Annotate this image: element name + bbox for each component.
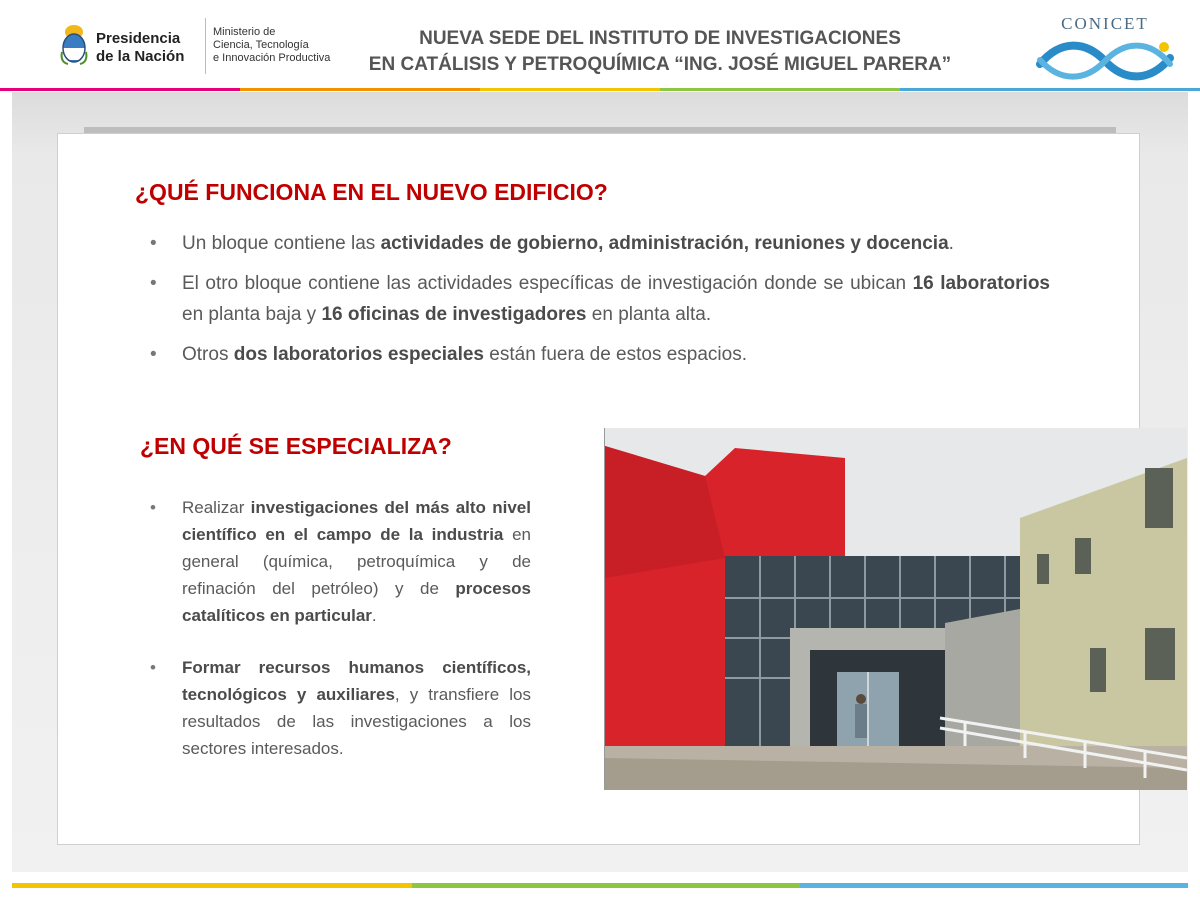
section-heading-especializa: ¿EN QUÉ SE ESPECIALIZA? [140, 433, 452, 459]
bold-span: 16 laboratorios [912, 273, 1050, 294]
argentina-coat-of-arms-icon [60, 22, 88, 66]
list-item [144, 228, 1050, 259]
section-heading-funciona: ¿QUÉ FUNCIONA EN EL NUEVO EDIFICIO? [135, 179, 608, 205]
list-item [144, 654, 531, 762]
ministerio-line-1: Ministerio de [213, 26, 276, 38]
ministerio-text [213, 26, 330, 65]
ministerio-line-3: e Innovación Productiva [213, 52, 331, 64]
building-photo [604, 428, 1187, 790]
conicet-wave-icon [1030, 38, 1180, 84]
text-span: El otro bloque contiene las actividades específicas de investigación donde se ubican [182, 273, 913, 294]
text-span: en general (química, petroquímica y de refinación del petróleo) y de [182, 525, 531, 598]
page-title-line-2: EN CATÁLISIS Y PETROQUÍMICA “ING. JOSÉ MIGUEL PARERA” [368, 54, 952, 75]
especializa-list [144, 494, 531, 787]
bold-span: dos laboratorios especiales [233, 344, 484, 365]
text-span: Otros [182, 344, 234, 365]
conicet-wordmark: CONICET [1061, 14, 1149, 33]
text-span: Realizar [182, 498, 251, 517]
list-item [144, 494, 531, 629]
bold-span: actividades de gobierno, administración, reuniones y docencia [380, 233, 949, 254]
top-color-stripe [0, 88, 1200, 91]
conicet-logo [1030, 14, 1180, 84]
presidencia-line-1: Presidencia [96, 30, 181, 47]
bold-span: 16 oficinas de investigadores [321, 304, 587, 325]
ministerio-line-2: Ciencia, Tecnología [213, 39, 309, 51]
logo-divider [205, 18, 206, 74]
presidencia-line-2: de la Nación [96, 48, 185, 65]
list-item [144, 339, 1050, 370]
building-illustration [605, 428, 1187, 790]
text-span: Un bloque contiene las [182, 233, 381, 254]
bullet-icon: • [150, 498, 156, 517]
bullet-icon: • [150, 273, 157, 294]
presidencia-text [96, 30, 184, 66]
text-span: están fuera de estos espacios. [484, 344, 747, 365]
page-title-line-1: NUEVA SEDE DEL INSTITUTO DE INVESTIGACIONES [419, 28, 901, 49]
bold-span: investigaciones del más alto nivel científico en el campo de la industria [182, 498, 531, 544]
presidencia-logo [60, 20, 200, 70]
text-span: . [948, 233, 954, 254]
bottom-color-stripe [12, 883, 1188, 888]
bold-span: procesos catalíticos en particular [182, 579, 531, 625]
bold-span: Formar recursos humanos científicos, tecnológicos y auxiliares [182, 658, 531, 704]
bullet-icon: • [150, 658, 156, 677]
bullet-icon: • [150, 233, 157, 254]
list-item [144, 268, 1050, 330]
funciona-list [144, 228, 1050, 379]
text-span: , y transfiere los resultados de las investigaciones a los sectores interesados. [182, 685, 531, 758]
text-span: . [371, 606, 377, 625]
header [0, 0, 1200, 88]
page-title [360, 26, 960, 78]
bullet-icon: • [150, 344, 157, 365]
text-span: en planta baja y [182, 304, 322, 325]
text-span: en planta alta. [586, 304, 712, 325]
